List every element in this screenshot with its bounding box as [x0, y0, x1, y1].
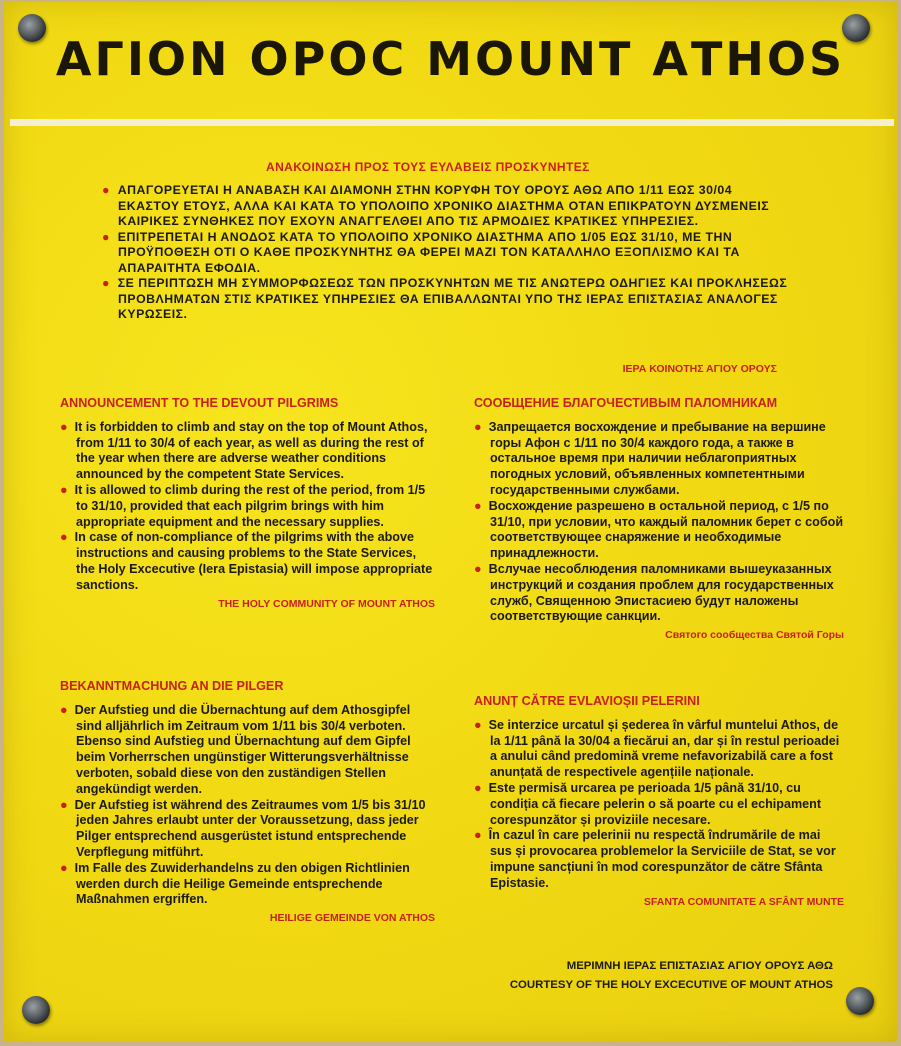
greek-signature: ΙΕΡΑ ΚΟΙΝΟΤΗΣ ΑΓΙΟΥ ΟΡΟΥΣ — [622, 363, 777, 375]
russian-item: ● Запрещается восхождение и пребывание на вершине горы Афон с 1/11 по 30/4 каждого года, а также в остальное время при наличии неблагоприятных погодных условий, объявленных компетентными государственными службами. — [474, 419, 826, 497]
romanian-heading: ANUNȚ CĂTRE EVLAVIOȘII PELERINI — [474, 694, 700, 708]
romanian-signature: SFANTA COMUNITATE A SFÂNT MUNTE — [643, 895, 844, 908]
romanian-item: ● Se interzice urcatul și șederea în vârful muntelui Athos, de la 1/11 până la 30/04 a fiecărui an, dar și în restul perioadei a anului când predomină vreme nefavorizabilă care a fost anunțată de respectivele agențiile naționale. — [474, 717, 840, 780]
english-heading: ANNOUNCEMENT TO THE DEVOUT PILGRIMS — [60, 396, 339, 410]
greek-item: ● ΣΕ ΠΕΡΙΠΤΩΣΗ ΜΗ ΣΥΜΜΟΡΦΩΣΕΩΣ ΤΩΝ ΠΡΟΣΚΥΝΗΤΩΝ ΜΕ ΤΙΣ ΑΝΩΤΕΡΩ ΟΔΗΓΙΕΣ ΚΑΙ ΠΡΟΚΛΗΣΕΩΣ ΠΡΟΒΛΗΜΑΤΩΝ ΣΤΙΣ ΚΡΑΤΙΚΕΣ ΥΠΗΡΕΣΙΕΣ ΘΑ ΕΠΙΒΑΛΛΩΝΤΑΙ ΥΠΟ ΤΗΣ ΙΕΡΑΣ ΕΠΙΣΤΑΣΙΑΣ ΑΝΑΛΟΓΕΣ ΚΥΡΩΣΕΙΣ. — [102, 276, 788, 321]
english-item: ● In case of non-compliance of the pilgrims with the above instructions and causing problems to the State Services, the Holy Excecutive (Iera Epistasia) will impose appropriate sanctions. — [60, 530, 433, 592]
greek-heading: ΑΝΑΚΟΙΝΩΣΗ ΠΡΟΣ ΤΟΥΣ ΕΥΛΑΒΕΙΣ ΠΡΟΣΚΥΝΗΤΕΣ — [266, 160, 590, 174]
english-item: ● It is forbidden to climb and stay on the top of Mount Athos, from 1/11 to 30/4 of each year, as well as during the rest of the year when there are adverse weather conditions announced by the competent State Services. — [60, 419, 428, 482]
russian-signature: Святого сообщества Святой Горы — [665, 629, 844, 642]
russian-item: ● Восхождение разрешено в остальной период, с 1/5 по 31/10, при условии, что каждый паломник берет с собой соответствующее снаряжение и необходимые принадлежности. — [474, 498, 844, 561]
russian-notice — [474, 396, 844, 644]
german-item: ● Der Aufstieg und die Übernachtung auf dem Athosgipfel sind alljährlich im Zeitraum vom 1/11 bis 30/4 verboten. Ebenso sind Aufstieg und Übernachtung auf dem Gipfel beim Vorherrschen ungünstiger Witterungsverhältnisse verboten, sobald diese von den zuständigen Stellen angekündigt werden. — [60, 702, 411, 796]
footer-greek: ΜΕΡΙΜΝΗ ΙΕΡΑΣ ΕΠΙΣΤΑΣΙΑΣ ΑΓΙΟΥ ΟΡΟΥΣ ΑΘΩ — [566, 960, 833, 972]
english-item: ● It is allowed to climb during the rest of the period, from 1/5 to 31/10, provided that each pilgrim brings with him appropriate equipment and the necessary supplies. — [60, 482, 426, 529]
screw-bottom-left — [22, 996, 50, 1024]
greek-item: ● ΕΠΙΤΡΕΠΕΤΑΙ Η ΑΝΟΔΟΣ ΚΑΤΑ ΤΟ ΥΠΟΛΟΙΠΟ ΧΡΟΝΙΚΟ ΔΙΑΣΤΗΜΑ ΑΠΟ 1/05 ΕΩΣ 31/10, ΜΕ ΤΗΝ ΠΡΟΫΠΟΘΕΣΗ ΟΤΙ Ο ΚΑΘΕ ΠΡΟΣΚΥΝΗΤΗΣ ΘΑ ΦΕΡΕΙ ΜΑΖΙ ΤΟΝ ΚΑΤΑΛΛΗΛΟ ΕΞΟΠΛΙΣΜΟ ΚΑΙ ΤΑ ΑΠΑΡΑΙΤΗΤΑ ΕΦΟΔΙΑ. — [102, 229, 740, 275]
romanian-item: ● Este permisă urcarea pe perioada 1/5 până 31/10, cu condiția că fiecare pelerin o să poarte cu el echipament corespunzător și proviziile necesare. — [474, 780, 822, 827]
german-heading: BEKANNTMACHUNG AN DIE PILGER — [60, 679, 284, 693]
german-item: ● Im Falle des Zuwiderhandelns zu den obigen Richtlinien werden durch die Heilige Gemeinde entsprechende Maßnahmen ergriffen. — [60, 860, 410, 907]
greek-notice — [102, 183, 792, 323]
sign-title: ΑΓΙΟΝ ΟΡΟC MOUNT ΑTHOS — [55, 32, 846, 86]
title-divider — [10, 119, 894, 126]
english-notice — [60, 396, 435, 612]
romanian-notice — [474, 694, 844, 910]
notice-sign — [4, 2, 897, 1042]
german-signature: HEILIGE GEMEINDE VON ATHOS — [269, 912, 435, 925]
greek-item: ● ΑΠΑΓΟΡΕΥΕΤΑΙ Η ΑΝΑΒΑΣΗ ΚΑΙ ΔΙΑΜΟΝΗ ΣΤΗΝ ΚΟΡΥΦΗ ΤΟΥ ΟΡΟΥΣ ΑΘΩ ΑΠΟ 1/11 ΕΩΣ 30/04 ΕΚΑΣΤΟΥ ΕΤΟΥΣ, ΑΛΛΑ ΚΑΙ ΚΑΤΑ ΤΟ ΥΠΟΛΟΙΠΟ ΧΡΟΝΙΚΟ ΔΙΑΣΤΗΜΑ ΟΤΑΝ ΕΠΙΚΡΑΤΟΥΝ ΔΥΣΜΕΝΕΙΣ ΚΑΙΡΙΚΕΣ ΣΥΝΘΗΚΕΣ ΠΟΥ ΕΧΟΥΝ ΑΝΑΓΓΕΛΘΕΙ ΑΠΟ ΤΙΣ ΑΡΜΟΔΙΕΣ ΚΡΑΤΙΚΕΣ ΥΠΗΡΕΣΙΕΣ. — [102, 183, 770, 228]
russian-heading: СООБЩЕНИЕ БЛАГОЧЕСТИВЫМ ПАЛОМНИКАМ — [474, 396, 778, 410]
footer-english: COURTESY OF THE HOLY EXCECUTIVE OF MOUNT ATHOS — [509, 979, 833, 991]
english-signature: THE HOLY COMMUNITY OF MOUNT ATHOS — [218, 597, 435, 610]
russian-item: ● Вслучае несоблюдения паломниками вышеуказанных инструкций и создания проблем для государственных служб, Священною Эпистасиею будут наложены соответствующие санкции. — [474, 561, 834, 624]
german-item: ● Der Aufstieg ist während des Zeitraumes vom 1/5 bis 31/10 jeden Jahres erlaubt unter der Voraussetzung, dass jeder Pilger entsprechend ausgerüstet istund entsprechende Verpflegung mitführt. — [60, 797, 426, 859]
screw-bottom-right — [846, 987, 874, 1015]
german-notice — [60, 679, 435, 927]
romanian-item: ● În cazul în care pelerinii nu respectă îndrumările de mai sus și provocarea problemelor la Serviciile de Stat, se vor impune sancțiuni în mod corespunzător de către Sfânta Epistasie. — [474, 828, 836, 890]
